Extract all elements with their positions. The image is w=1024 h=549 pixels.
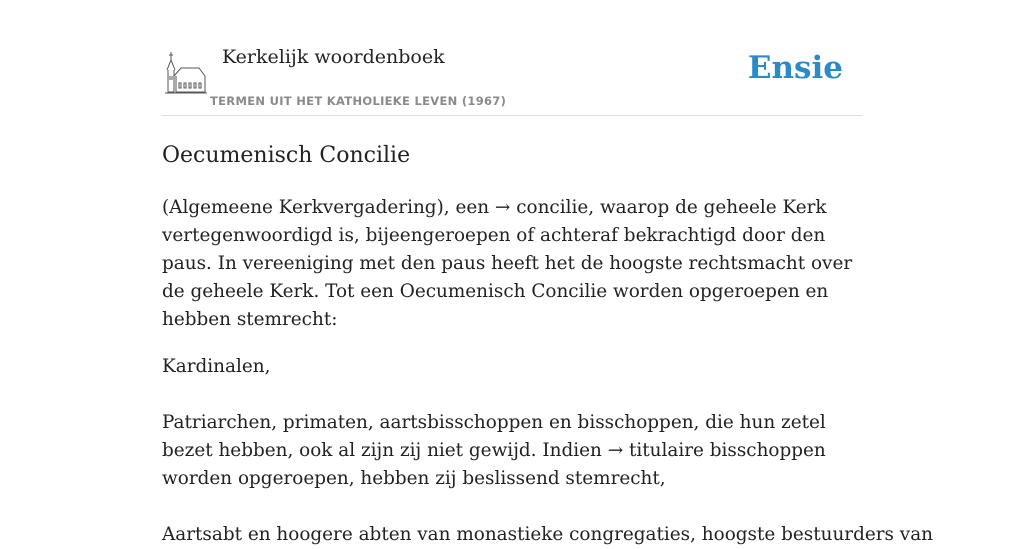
paragraph-text: (Algemeene Kerkvergadering), een [162, 197, 495, 218]
entry-content [162, 194, 934, 549]
paragraph-text: Patriarchen, primaten, aartsbisschoppen en bisschoppen, die hun zetel bezet hebben, ook al zijn zij niet gewijd. Indien [162, 412, 826, 461]
paragraph-text: , waarop de geheele Kerk vertegenwoordigd is, bijeengeroepen of achteraf bekrachtigd door den paus. In vereeniging met den paus heeft het de hoogste rechtsmacht over de geheele Kerk. Tot een Oecumenisch Concilie worden opgeroepen en hebben stemrecht: [162, 197, 853, 330]
link-text: titulaire bisschoppen [628, 440, 826, 461]
entry-paragraph [162, 194, 862, 334]
concilie-link[interactable] [495, 197, 588, 218]
site-subtitle: TERMEN UIT HET KATHOLIEKE LEVEN (1967) [210, 94, 507, 108]
entry-paragraph: Aartsabt en hoogere abten van monastieke congregaties, hoogste bestuurders van [162, 524, 934, 545]
titulaire-bisschoppen-link[interactable] [608, 440, 826, 461]
entry-paragraph [162, 409, 862, 493]
paragraph-text: worden opgeroepen, hebben zij beslissend stemrecht, [162, 468, 666, 489]
church-icon[interactable] [165, 50, 207, 94]
entry-paragraph: Kardinalen, [162, 356, 271, 377]
site-header [162, 0, 862, 116]
link-text: concilie [516, 197, 589, 218]
arrow-icon: → [607, 440, 624, 461]
brand-logo[interactable]: Ensie [747, 50, 843, 86]
page [162, 0, 934, 549]
arrow-icon: → [494, 197, 511, 218]
entry-title: Oecumenisch Concilie [162, 143, 411, 168]
site-title[interactable]: Kerkelijk woordenboek [222, 46, 445, 68]
